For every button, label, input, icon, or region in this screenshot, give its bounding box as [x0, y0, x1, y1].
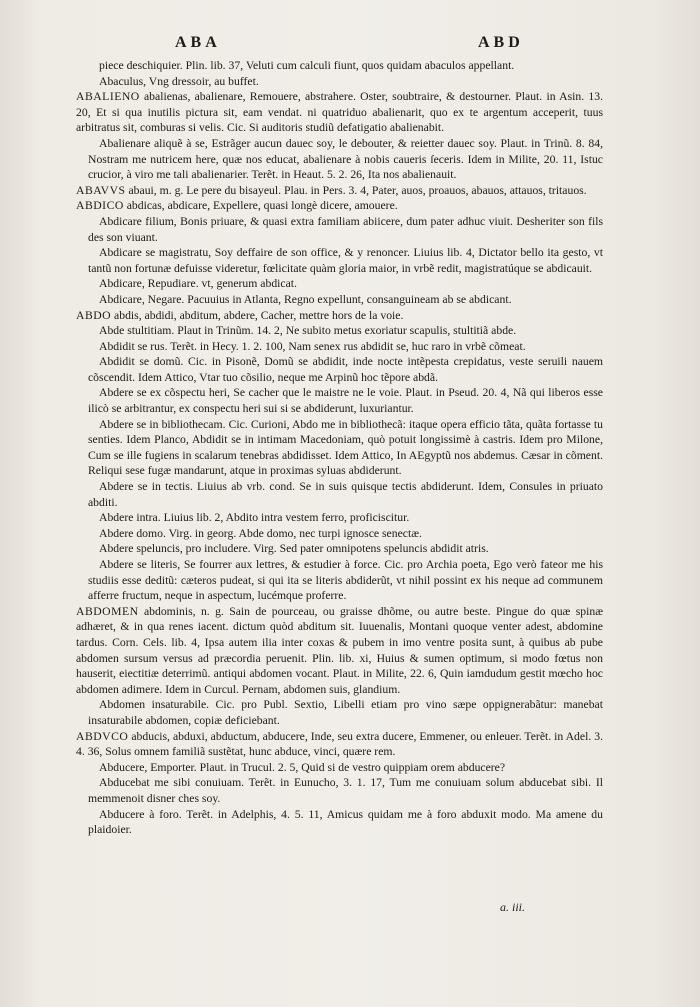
- sub-entry: [88, 354, 603, 385]
- entry-text: Abde stultitiam. Plaut in Trinũm. 14. 2, Ne subito metus exoriatur scapulis, stultitiã abde.: [99, 324, 517, 338]
- entry-text: Abdere domo. Virg. in georg. Abde domo, nec turpi ignosce senectæ.: [99, 526, 422, 540]
- sub-entry: [88, 479, 603, 510]
- entry-text: piece deschiquier. Plin. lib. 37, Veluti cum calculi fiunt, quos quidam abaculos appellant.: [99, 59, 515, 72]
- sub-entry: [88, 807, 603, 838]
- running-head-right: ABD: [478, 34, 524, 51]
- entry-text: Abdere se in tectis. Liuius ab vrb. cond. Se in suis quisque tectis abdiderunt. Idem, Consules in priuato abditi.: [88, 480, 603, 509]
- sub-entry: [88, 58, 603, 74]
- entry-text: Abdicare, Negare. Pacuuius in Atlanta, Regno expellunt, consanguineam ab se abdicant.: [99, 292, 512, 306]
- sub-entry: [88, 697, 603, 728]
- dictionary-text: [76, 58, 603, 838]
- entry-text: abdicas, abdicare, Expellere, quasi longè dicere, amouere.: [123, 199, 398, 213]
- entry-text: abducis, abduxi, abductum, abducere, Inde, seu extra ducere, Emmener, ou enleuer. Terẽt. in Adel. 3. 4. 36, Solus omnem familiã sustẽtat, hunc abduce, vinci, quære rem.: [76, 729, 603, 759]
- headword: ABALIENO: [76, 90, 140, 104]
- entry-text: Abdicare, Repudiare. vt, generum abdicat.: [99, 277, 297, 291]
- headword: ABDICO: [76, 199, 124, 213]
- entry-text: abdominis, n. g. Sain de pourceau, ou graisse dhõme, ou autre beste. Pingue do quæ spinæ adhæret, & in qua renes iacent. dictum quòd abditum sit. Iuuenalis, Montani quoque venter adest, abdomine tardus. Corn. Cels. lib. 4, Ipsa autem ilia inter coxas & pubem in imo ventre posita sunt, à quibus ab pube abdomen sursum versus ad præcordia peruenit. Plin. lib. xi, Huius & sumen optimum, si modo fœtus non hauserit, eiectitiæ deterrimũ. antiqui abdomen vocant. Plaut. in Milite, 22. 6, Quin iamdudum gestit mœcho hoc abdomen adimere. Idem in Curcul. Pernam, abdomen suis, glandium.: [76, 604, 603, 696]
- entry-text: Abdere speluncis, pro includere. Virg. Sed pater omnipotens speluncis abdidit atris.: [99, 542, 489, 556]
- sub-entry: [88, 292, 603, 308]
- entry-text: Abducere à foro. Terẽt. in Adelphis, 4. 5. 11, Amicus quidam me à foro abduxit modo. Ma amene du plaidoier.: [88, 807, 603, 837]
- sub-entry: [88, 74, 603, 90]
- sub-entry: [88, 526, 603, 542]
- sub-entry: [88, 760, 603, 776]
- sub-entry: [88, 417, 603, 479]
- entry-text: Abalienare aliquẽ à se, Estrãger aucun dauec soy, le debouter, & reietter dauec soy. Plaut. in Trinũ. 8. 84, Nostram me nutricem here, quæ nos educat, abalienare à nobis caueris ſeceris. Idem in Milite, 20. 11, Istuc crucior, à viro me tali abalienarier. Terẽt. in Heaut. 5. 2. 26, Ita nos abalienauit.: [88, 136, 603, 182]
- entry-text: Abdidit se domũ. Cic. in Pisonẽ, Domũ se abdidit, inde nocte intẽpesta crepidatus, veste seruili nauem cõscendit. Idem Attico, Vtar tuo cõsilio, neque me Arpinũ hoc tẽpore abdã.: [88, 355, 603, 384]
- entry-text: abaui, m. g. Le pere du bisayeul. Plau. in Pers. 3. 4, Pater, auos, proauos, abauos, attauos, tritauos.: [125, 183, 587, 197]
- entry-text: Abdomen insaturabile. Cic. pro Publ. Sextio, Libelli etiam pro vino sæpe oppignerabãtur: manebat insaturabile abdomen, copiæ deficiebant.: [88, 698, 603, 727]
- sub-entry: [88, 385, 603, 416]
- entry-text: Abdere se literis, Se fourrer aux lettres, & estudier à force. Cic. pro Archia poeta, Ego verò fateor me his studiis esse deditũ: cæteros pudeat, si qui ita se literis abdiderũt, vt nihil possint ex his neque ad communem afferre fructum, neque in aspectum, lucémque proferre.: [88, 558, 603, 603]
- entry-text: Abducere, Emporter. Plaut. in Trucul. 2. 5, Quid si de vestro quippiam orem abducere?: [99, 760, 506, 774]
- entry-text: abalienas, abalienare, Remouere, abstrahere. Oster, soubtraire, & destourner. Plaut. in Asin. 13. 20, Et si qua inutilis pictura sit, eam vendat. ni quatriduo abalienarit, quo ex te argentum acceperit, tuus arbitratus sit, comburas si velis. Cic. Si auditoris studiũ defatigatio abalienabit.: [76, 90, 603, 135]
- headword-entry: [76, 183, 603, 199]
- running-head-left: ABA: [175, 34, 221, 51]
- sub-entry: [88, 245, 603, 276]
- entry-text: Abdicare se magistratu, Soy deffaire de son office, & y renoncer. Liuius lib. 4, Dictator bello ita gesto, vt tantũ non fortunæ defuisse videretur, fœlicitate quàm gloria maior, in vrbẽ redit, magistratúque se abdicauit.: [88, 246, 603, 275]
- headword-entry: [76, 198, 603, 214]
- entry-text: Abdicare filium, Bonis priuare, & quasi extra familiam abiicere, dum pater adhuc viuit. Desheriter son fils des son viuant.: [88, 214, 603, 244]
- entry-text: Abducebat me sibi conuiuam. Terẽt. in Eunucho, 3. 1. 17, Tum me conuiuam solum abducebat sibi. Il memmenoit disner ches soy.: [88, 776, 603, 805]
- headword-entry: [76, 729, 603, 760]
- sub-entry: [88, 775, 603, 806]
- headword-entry: [76, 308, 603, 324]
- sub-entry: [88, 557, 603, 604]
- sub-entry: [88, 323, 603, 339]
- entry-text: Abaculus, Vng dressoir, au buffet.: [99, 74, 259, 88]
- headword: ABDVCO: [76, 729, 129, 743]
- sub-entry: [88, 276, 603, 292]
- entry-text: Abdere se in bibliothecam. Cic. Curioni, Abdo me in bibliothecã: itaque opera efficio tãta, quãta fortasse tu senties. Idem Planco, Abdidit se in intimam Macedoniam, quò potuit longissimè à castris. Idem pro Milone, Cum se ille fugiens in scalarum tenebras abdidisset. Idem Attico, In AEgyptũ nos abdemus. Cæsar in cõment. Reliqui sese fugæ mandarunt, atque in proximas syluas abdiderunt.: [88, 417, 603, 478]
- sub-entry: [88, 541, 603, 557]
- headword-entry: [76, 604, 603, 698]
- sub-entry: [88, 214, 603, 245]
- headword: ABAVVS: [76, 183, 126, 197]
- headword: ABDOMEN: [76, 604, 139, 618]
- headword: ABDO: [76, 308, 112, 322]
- sub-entry: [88, 136, 603, 183]
- headword-entry: [76, 89, 603, 136]
- entry-text: Abdere se ex cõspectu heri, Se cacher que le maistre ne le voie. Plaut. in Pseud. 20. 4, Nã qui liberos esse ilicò se arbitrantur, ex conspectu heri sui si se abdiderunt, luxuriantur.: [88, 386, 603, 416]
- entry-text: Abdidit se rus. Terẽt. in Hecy. 1. 2. 100, Nam senex rus abdidit se, huc raro in vrbẽ cõmeat.: [99, 339, 526, 353]
- entry-text: Abdere intra. Liuius lib. 2, Abdito intra vestem ferro, proficiscitur.: [99, 511, 410, 525]
- entry-text: abdis, abdidi, abditum, abdere, Cacher, mettre hors de la voie.: [111, 308, 404, 322]
- sub-entry: [88, 510, 603, 526]
- sub-entry: [88, 339, 603, 355]
- signature-mark: a. iii.: [500, 900, 526, 914]
